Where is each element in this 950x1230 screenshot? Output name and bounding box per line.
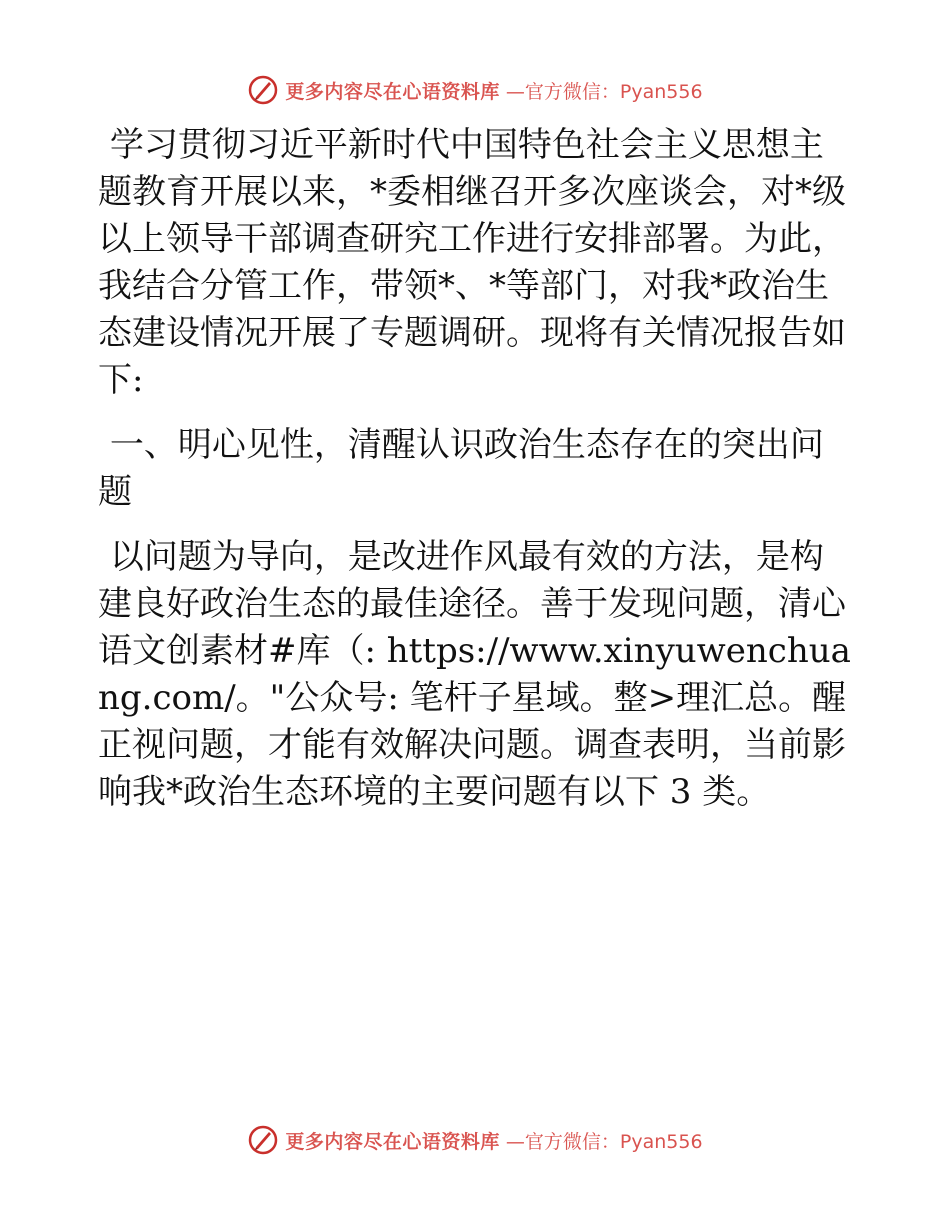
banner-contact: —官方微信：Pyan556 <box>505 80 703 103</box>
footer-watermark-banner <box>0 1120 950 1160</box>
red-quill-seal-icon <box>247 74 279 106</box>
header-watermark-banner <box>0 70 950 110</box>
section-heading-1: 一、明心见性，清醒认识政治生态存在的突出问题 <box>98 425 824 512</box>
red-quill-seal-icon <box>247 1124 279 1156</box>
banner-text: 更多内容尽在心语资料库 <box>285 80 500 103</box>
banner-text: 更多内容尽在心语资料库 <box>285 1130 500 1153</box>
document-body <box>98 122 854 816</box>
paragraph-problems: 以问题为导向，是改进作风最有效的方法，是构建良好政治生态的最佳途径。善于发现问题，清心语文创素材#库（: https://www.xinyuwenchuang.com/。"公众号: 笔杆子星域。整>理汇总。醒正视问题，才能有效解决问题。调查表明，当前影响我*政治生态环境的主要问题有以下 3 类。 <box>98 537 851 812</box>
banner-contact: —官方微信：Pyan556 <box>505 1130 703 1153</box>
paragraph-intro: 学习贯彻习近平新时代中国特色社会主义思想主题教育开展以来，*委相继召开多次座谈会，对*级以上领导干部调查研究工作进行安排部署。为此，我结合分管工作，带领*、*等部门，对我*政治生态建设情况开展了专题调研。现将有关情况报告如下: <box>98 125 846 400</box>
